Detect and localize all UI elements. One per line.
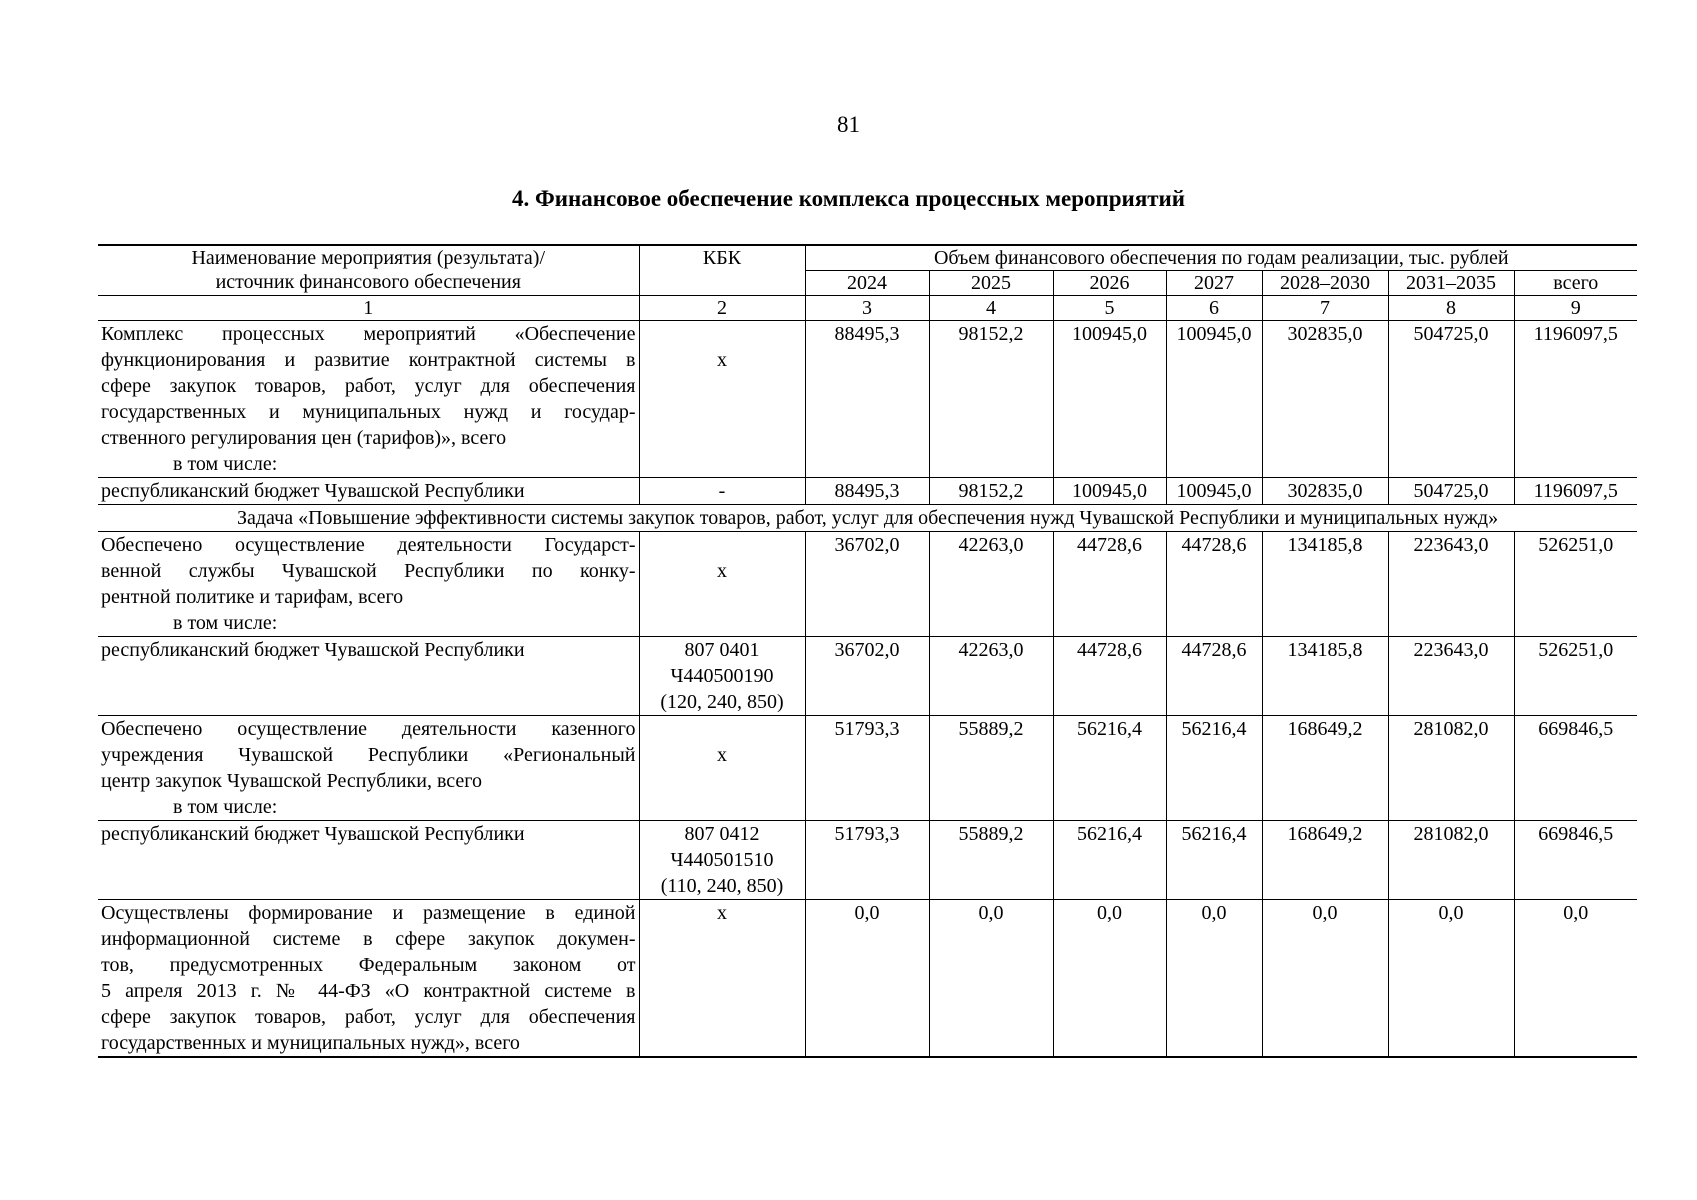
value-cell: 134185,8 xyxy=(1262,532,1388,637)
row-name-line: Обеспечено осуществление деятельности Государст- xyxy=(101,534,636,556)
value-cell: 88495,3 xyxy=(805,321,929,478)
value-cell: 42263,0 xyxy=(929,532,1053,637)
row-subtitle: в том числе: xyxy=(173,612,278,634)
row-name-line: венной службы Чувашской Республики по конку- xyxy=(101,560,636,582)
column-number: 6 xyxy=(1166,296,1262,321)
value-cell: 98152,2 xyxy=(929,478,1053,505)
value-cell: 168649,2 xyxy=(1262,716,1388,821)
kbk-cell xyxy=(639,532,805,637)
header-total: всего xyxy=(1514,271,1637,296)
kbk-value: - xyxy=(718,480,726,502)
row-name-cell xyxy=(98,532,639,637)
value-cell: 526251,0 xyxy=(1514,637,1637,716)
value-cell: 504725,0 xyxy=(1388,321,1514,478)
value-cell: 134185,8 xyxy=(1262,637,1388,716)
value-cell: 526251,0 xyxy=(1514,532,1637,637)
header-year: 2028–2030 xyxy=(1262,271,1388,296)
header-year: 2027 xyxy=(1166,271,1262,296)
value-cell: 42263,0 xyxy=(929,637,1053,716)
kbk-cell xyxy=(639,478,805,505)
table-row xyxy=(98,821,1637,900)
kbk-line: (110, 240, 850) xyxy=(660,875,784,897)
value-cell: 0,0 xyxy=(929,900,1053,1058)
value-cell: 100945,0 xyxy=(1166,478,1262,505)
value-cell: 36702,0 xyxy=(805,532,929,637)
kbk-line: Ч440500190 xyxy=(670,665,774,687)
value-cell: 223643,0 xyxy=(1388,532,1514,637)
value-cell: 44728,6 xyxy=(1053,637,1166,716)
value-cell: 55889,2 xyxy=(929,716,1053,821)
row-name-line: сфере закупок товаров, работ, услуг для обеспечения xyxy=(101,1006,636,1028)
value-cell: 98152,2 xyxy=(929,321,1053,478)
value-cell: 281082,0 xyxy=(1388,716,1514,821)
row-name-line: учреждения Чувашской Республики «Региональный xyxy=(101,744,636,766)
header-name-line: Наименование мероприятия (результата)/ xyxy=(191,247,546,269)
kbk-value: х xyxy=(717,744,727,766)
table-row xyxy=(98,321,1637,478)
value-cell: 223643,0 xyxy=(1388,637,1514,716)
value-cell: 1196097,5 xyxy=(1514,321,1637,478)
row-name-cell xyxy=(98,321,639,478)
row-name-cell xyxy=(98,637,639,716)
header-name-cell xyxy=(98,245,639,296)
column-number: 9 xyxy=(1514,296,1637,321)
row-name-line: центр закупок Чувашской Республики, всего xyxy=(101,770,482,792)
row-name-line: сфере закупок товаров, работ, услуг для обеспечения xyxy=(101,375,636,397)
row-name-line: рентной политике и тарифам, всего xyxy=(101,586,404,608)
row-name-line: республиканский бюджет Чувашской Республики xyxy=(101,639,525,661)
column-number-row xyxy=(98,296,1637,321)
value-cell: 44728,6 xyxy=(1166,532,1262,637)
value-cell: 44728,6 xyxy=(1053,532,1166,637)
header-year: 2031–2035 xyxy=(1388,271,1514,296)
row-name-cell xyxy=(98,821,639,900)
value-cell: 0,0 xyxy=(805,900,929,1058)
row-name-line: информационной системе в сфере закупок докумен- xyxy=(101,928,636,950)
value-cell: 0,0 xyxy=(1514,900,1637,1058)
value-cell: 302835,0 xyxy=(1262,478,1388,505)
kbk-line: 807 0412 xyxy=(684,823,760,845)
value-cell: 1196097,5 xyxy=(1514,478,1637,505)
column-number: 5 xyxy=(1053,296,1166,321)
header-name-line: источник финансового обеспечения xyxy=(215,271,521,293)
row-name-cell xyxy=(98,716,639,821)
kbk-cell xyxy=(639,321,805,478)
value-cell: 36702,0 xyxy=(805,637,929,716)
row-name-line: Комплекс процессных мероприятий «Обеспечение xyxy=(101,323,636,345)
table-row xyxy=(98,637,1637,716)
value-cell: 56216,4 xyxy=(1166,821,1262,900)
value-cell: 100945,0 xyxy=(1166,321,1262,478)
value-cell: 44728,6 xyxy=(1166,637,1262,716)
row-subtitle: в том числе: xyxy=(173,796,278,818)
header-year: 2026 xyxy=(1053,271,1166,296)
header-volume: Объем финансового обеспечения по годам реализации, тыс. рублей xyxy=(805,245,1637,271)
column-number: 4 xyxy=(929,296,1053,321)
value-cell: 0,0 xyxy=(1053,900,1166,1058)
section-title: 4. Финансовое обеспечение комплекса процессных мероприятий xyxy=(511,186,1186,211)
row-name-line: ственного регулирования цен (тарифов)», всего xyxy=(101,427,507,449)
value-cell: 669846,5 xyxy=(1514,716,1637,821)
column-number: 1 xyxy=(98,296,639,321)
row-name-line: республиканский бюджет Чувашской Республики xyxy=(101,480,525,502)
row-name-line: функционирования и развитие контрактной системы в xyxy=(101,349,636,371)
value-cell: 0,0 xyxy=(1166,900,1262,1058)
financing-table xyxy=(98,244,1637,1058)
value-cell: 88495,3 xyxy=(805,478,929,505)
header-row xyxy=(98,245,1637,271)
kbk-cell xyxy=(639,637,805,716)
kbk-value: х xyxy=(717,560,727,582)
column-number: 2 xyxy=(639,296,805,321)
header-kbk: КБК xyxy=(639,245,805,296)
header-year: 2025 xyxy=(929,271,1053,296)
row-name-cell xyxy=(98,900,639,1058)
kbk-cell xyxy=(639,900,805,1058)
value-cell: 669846,5 xyxy=(1514,821,1637,900)
row-subtitle: в том числе: xyxy=(173,453,278,475)
table-row xyxy=(98,716,1637,821)
value-cell: 56216,4 xyxy=(1166,716,1262,821)
task-cell: Задача «Повышение эффективности системы закупок товаров, работ, услуг для обеспечения нужд Чувашской Республики и муниципальных нужд» xyxy=(98,505,1637,532)
row-name-line: 5 апреля 2013 г. № 44-ФЗ «О контрактной системе в xyxy=(101,980,636,1002)
value-cell: 281082,0 xyxy=(1388,821,1514,900)
table-row xyxy=(98,478,1637,505)
column-number: 3 xyxy=(805,296,929,321)
kbk-line: 807 0401 xyxy=(684,639,760,661)
value-cell: 51793,3 xyxy=(805,716,929,821)
value-cell: 56216,4 xyxy=(1053,821,1166,900)
row-name-line: тов, предусмотренных Федеральным законом от xyxy=(101,954,636,976)
kbk-value: х xyxy=(717,902,727,924)
row-name-line: Обеспечено осуществление деятельности казенного xyxy=(101,718,636,740)
table-row xyxy=(98,532,1637,637)
kbk-line: (120, 240, 850) xyxy=(660,691,784,713)
table-row xyxy=(98,900,1637,1058)
kbk-line: Ч440501510 xyxy=(670,849,774,871)
header-year: 2024 xyxy=(805,271,929,296)
column-number: 8 xyxy=(1388,296,1514,321)
value-cell: 168649,2 xyxy=(1262,821,1388,900)
row-name-line: государственных и муниципальных нужд и государ- xyxy=(101,401,636,423)
value-cell: 51793,3 xyxy=(805,821,929,900)
value-cell: 55889,2 xyxy=(929,821,1053,900)
value-cell: 0,0 xyxy=(1262,900,1388,1058)
kbk-value: х xyxy=(717,349,727,371)
row-name-line: Осуществлены формирование и размещение в единой xyxy=(101,902,636,924)
kbk-cell xyxy=(639,716,805,821)
column-number: 7 xyxy=(1262,296,1388,321)
value-cell: 100945,0 xyxy=(1053,478,1166,505)
row-name-cell xyxy=(98,478,639,505)
page-number: 81 xyxy=(837,112,860,137)
value-cell: 100945,0 xyxy=(1053,321,1166,478)
value-cell: 0,0 xyxy=(1388,900,1514,1058)
task-row xyxy=(98,505,1637,532)
value-cell: 56216,4 xyxy=(1053,716,1166,821)
value-cell: 302835,0 xyxy=(1262,321,1388,478)
row-name-line: республиканский бюджет Чувашской Республики xyxy=(101,823,525,845)
kbk-cell xyxy=(639,821,805,900)
row-name-line: государственных и муниципальных нужд», всего xyxy=(101,1032,520,1054)
value-cell: 504725,0 xyxy=(1388,478,1514,505)
